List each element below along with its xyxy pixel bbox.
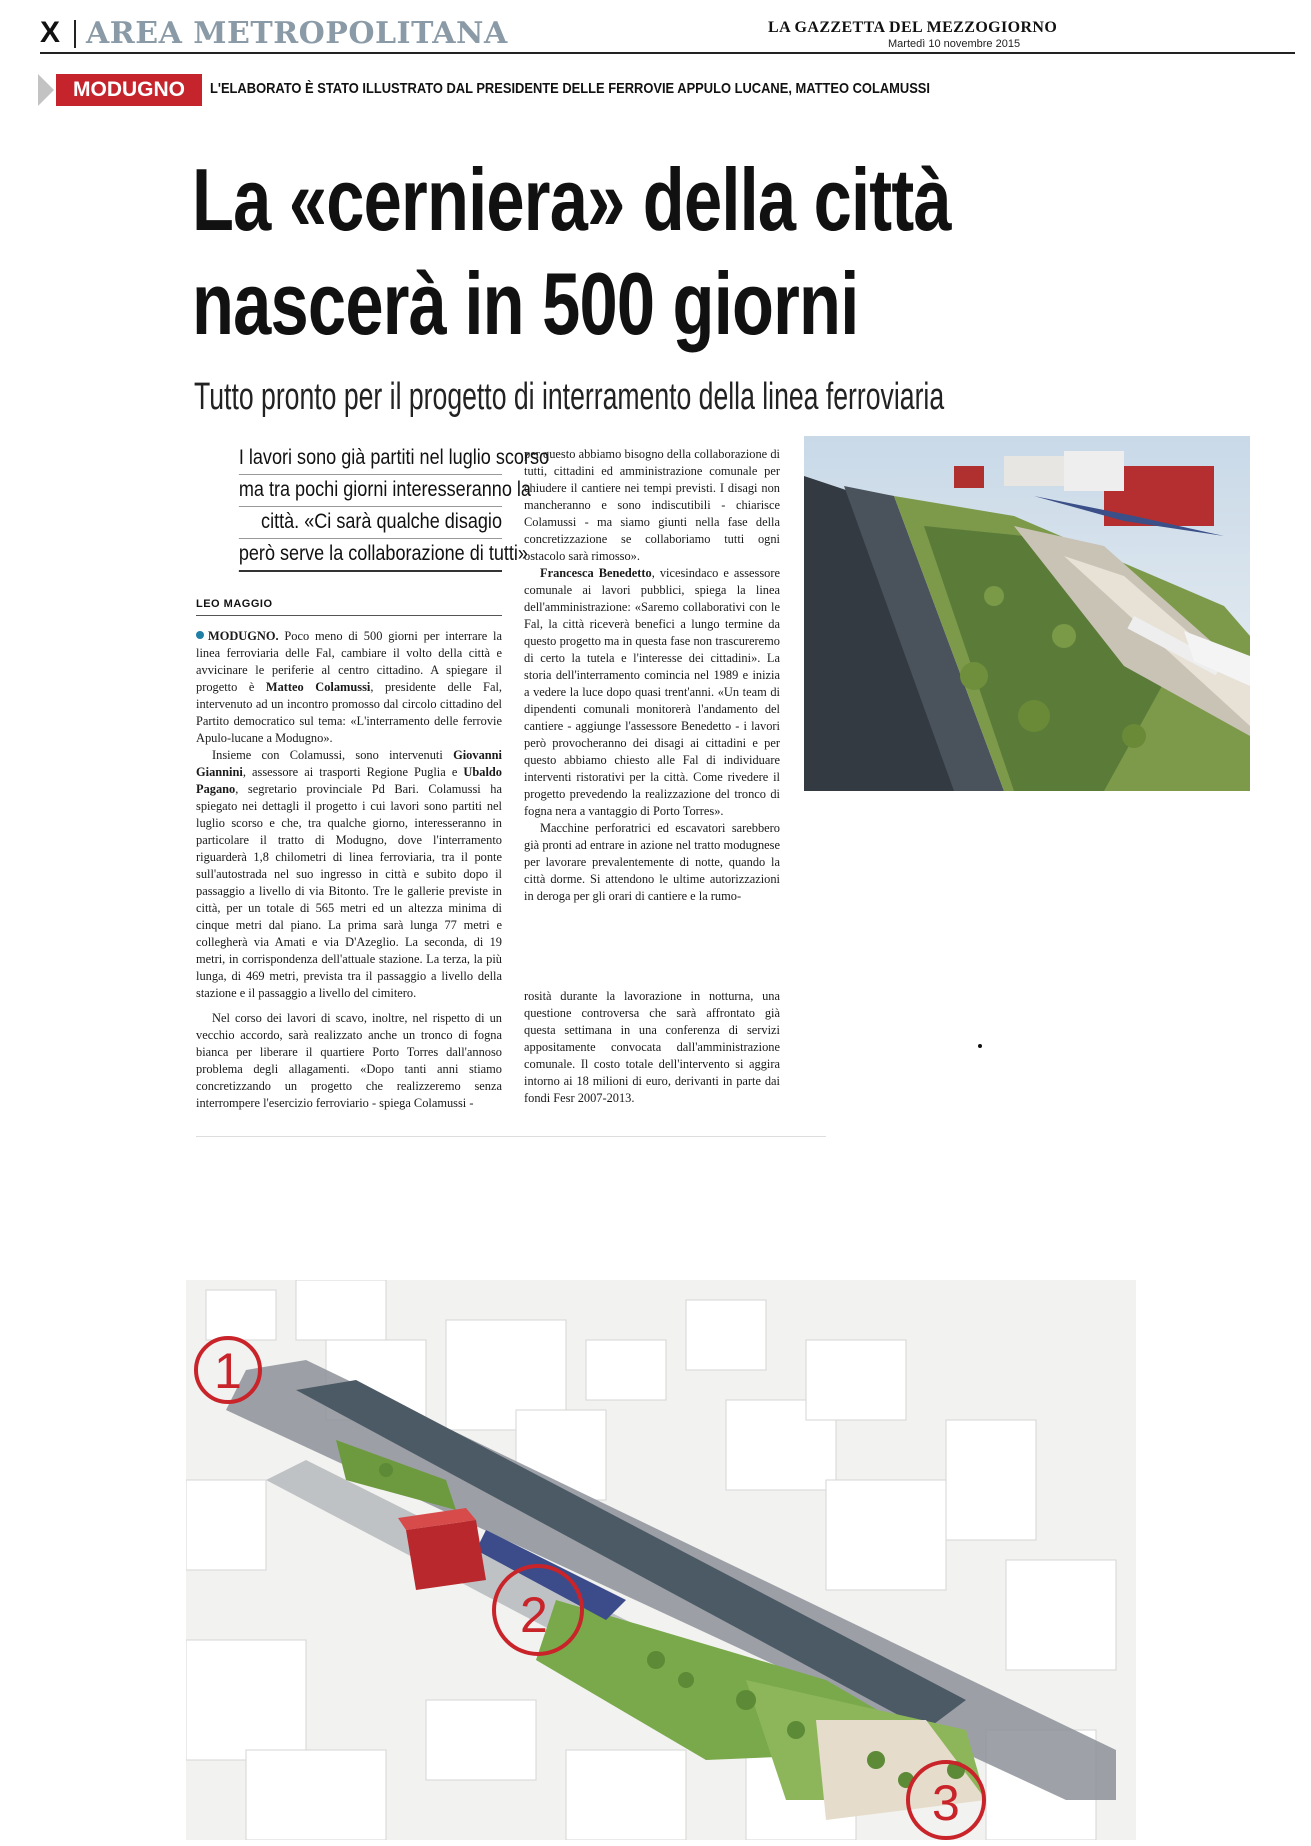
headline xyxy=(192,148,972,356)
headline-line-1: La «cerniera» della città xyxy=(192,150,951,249)
standfirst-line: I lavori sono già partiti nel luglio scorso xyxy=(239,443,502,475)
paragraph: Francesca Benedetto, vicesindaco e assessore comunale ai lavori pubblici, spiega la linea dell'amministrazione: «Saremo collaborativi con le Fal, la città riceverà benefici a lungo termine da questo progetto ma in questa fase non trascureremo di certo la tutela e l'interesse dei cittadini». La storia dell'interramento comincia nel 1989 e inizia a vedere la luce dopo quasi trent'anni. «Un team di dipendenti comunali monitorerà l'andamento del cantiere - aggiunge l'assessore Benedetto - i lavori però provocheranno dei disagi ai cittadini e per questo abbiamo chiesto alle Fal di individuare interventi ristorativi per la città. Come rivedere il progetto prevedendo la realizzazione del tronco di fogna nera a vantaggio di Porto Torres». xyxy=(524,566,780,818)
paragraph: Macchine perforatrici ed escavatori sarebbero già pronti ad entrare in azione nel tratto modugnese per lavorare prevalentemente di notte, quando la città dorme. Si attendono le ultime autorizzazioni in deroga per gli orari di cantiere e la rumo- xyxy=(524,821,780,903)
byline-rule xyxy=(196,615,502,616)
map-marker-2-label: 2 xyxy=(520,1587,548,1643)
headline-line-2: nascerà in 500 giorni xyxy=(192,254,859,353)
bullet-icon xyxy=(196,631,204,639)
person-name: Francesca Benedetto xyxy=(540,566,652,580)
standfirst-line: città. «Ci sarà qualche disagio xyxy=(239,507,502,539)
map-marker-1-label: 1 xyxy=(214,1343,242,1399)
location-tag: MODUGNO xyxy=(56,74,202,106)
header-rule xyxy=(40,52,1295,54)
paragraph: MODUGNO. Poco meno di 500 giorni per interrare la linea ferroviaria delle Fal, cambiare il volto della città e avvicinare le periferie al centro cittadino. A spiegare il progetto è Matteo Colamussi, presidente delle Fal, intervenuto ad un incontro promosso dal circolo cittadino del Partito democratico sul tema: «L'interramento delle ferrovie Apulo-lucane a Modugno». xyxy=(196,629,502,745)
paragraph: per questo abbiamo bisogno della collaborazione di tutti, cittadini ed amministrazione comunale per chiudere il cantiere nei tempi previsti. I disagi non mancheranno e sono indiscutibili - chiarisce Colamussi - ma siamo giunti nella fase della concretizzazione se collaboriamo tutti ogni ostacolo sarà rimosso». xyxy=(524,447,780,563)
paragraph: Nel corso dei lavori di scavo, inoltre, nel rispetto di un vecchio accordo, sarà realizzato anche un tronco di fogna bianca per liberare il quartiere Porto Torres dall'annoso problema degli allagamenti. «Dopo tanti anni stiamo concretizzando un progetto che realizzeremo senza interrompere l'esercizio ferroviario - spiega Colamussi - xyxy=(196,1011,502,1110)
aerial-rendering-illustration xyxy=(186,1280,1136,1840)
byline: LEO MAGGIO xyxy=(196,598,273,610)
section-title: AREA METROPOLITANA xyxy=(86,16,508,51)
print-speck xyxy=(978,1044,982,1048)
paragraph: rosità durante la lavorazione in notturna, una questione controversa che sarà affrontato già questa settimana in una conferenza di servizi appositamente convocata dall'amministrazione comunale. Il costo totale dell'intervento si aggira intorno ai 18 milioni di euro, derivanti in parte dai fondi Fesr 2007-2013. xyxy=(524,989,780,1105)
article-column-1 xyxy=(196,628,502,1112)
masthead: LA GAZZETTA DEL MEZZOGIORNO xyxy=(768,19,1058,36)
person-name: Matteo Colamussi xyxy=(265,680,371,694)
page-letter: X xyxy=(40,16,61,49)
station-rendering-illustration xyxy=(804,436,1250,791)
map-marker-3-label: 3 xyxy=(932,1775,960,1831)
section-divider xyxy=(74,20,76,48)
standfirst xyxy=(196,443,550,572)
standfirst-line: ma tra pochi giorni interesseranno la xyxy=(239,475,502,507)
issue-date: Martedì 10 novembre 2015 xyxy=(888,38,1021,50)
article-column-3 xyxy=(524,988,780,1107)
paragraph: Insieme con Colamussi, sono intervenuti Giovanni Giannini, assessore ai trasporti Regione Puglia e Ubaldo Pagano, segretario provinciale Pd Bari. Colamussi ha spiegato nei dettagli il progetto i cui lavori sono partiti nel luglio scorso e che, tra qualche giorno, interesseranno in particolare il tratto di Modugno, dove l'interramento riguarderà 1,8 chilometri di linea ferroviaria, tra il ponte sull'autostrada nel suo ingresso in città e subito dopo il passaggio a livello di via Bitonto. Tre le gallerie previste in città, per un totale di 565 metri ed un altezza minima di cinque metri dal piano. La prima sarà lunga 77 metri e collegherà via Amati e via D'Azeglio. La seconda, di 19 metri, in corrispondenza dell'attuale stazione. La terza, la più lunga, di 469 metri, prevista tra il passaggio a livello della stazione e il passaggio a livello del cimitero. xyxy=(196,748,502,1000)
column-rule xyxy=(196,1136,826,1137)
station-rendering xyxy=(804,436,1250,791)
person-name: Giovanni Giannini xyxy=(196,748,502,779)
tag-arrow-icon xyxy=(38,74,54,106)
dateline: MODUGNO. xyxy=(208,629,279,643)
person-name: Ubaldo Pagano xyxy=(196,765,502,796)
article-column-2 xyxy=(524,446,780,905)
aerial-project-rendering xyxy=(186,1280,1136,1840)
kicker-text: L'ELABORATO È STATO ILLUSTRATO DAL PRESIDENTE DELLE FERROVIE APPULO LUCANE, MATTEO COLAMUSSI xyxy=(210,80,930,97)
standfirst-line: però serve la collaborazione di tutti» xyxy=(239,539,502,572)
subheadline: Tutto pronto per il progetto di interramento della linea ferroviaria xyxy=(194,376,945,418)
